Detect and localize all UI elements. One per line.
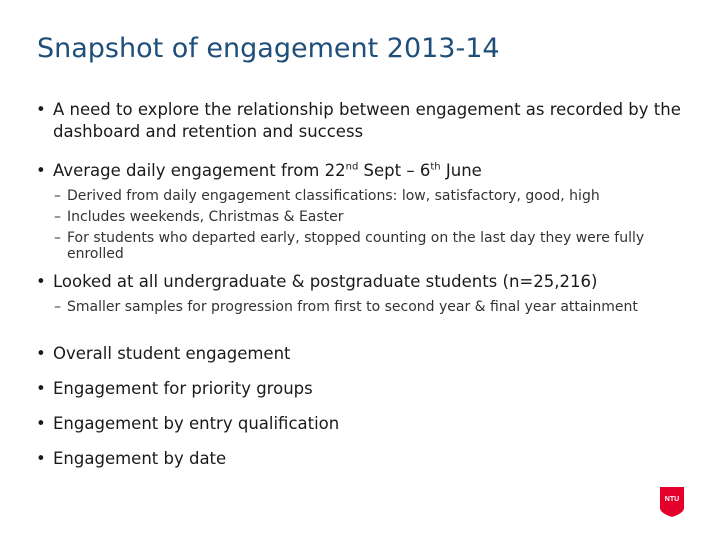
sub-bullet-2-3: – For students who departed early, stopped counting on the last day they were fully enrolled xyxy=(36,230,686,262)
bullet-5: • Engagement for priority groups xyxy=(36,378,686,400)
ntu-logo xyxy=(659,486,685,518)
ordinal-suffix: nd xyxy=(345,161,359,173)
slide-body xyxy=(36,99,686,470)
sub-bullet-2-2: – Includes weekends, Christmas & Easter xyxy=(36,209,686,225)
slide-title: Snapshot of engagement 2013-14 xyxy=(37,33,500,64)
bullet-6: • Engagement by entry qualification xyxy=(36,413,686,435)
sub-bullet-2-1: – Derived from daily engagement classifications: low, satisfactory, good, high xyxy=(36,188,686,204)
bullet-4: • Overall student engagement xyxy=(36,343,686,365)
sub-bullet-3-1: – Smaller samples for progression from first to second year & final year attainment xyxy=(36,299,686,315)
bullet-2-part: June xyxy=(440,161,482,180)
bullet-2-part: Sept – 6 xyxy=(358,161,431,180)
bullet-1: • A need to explore the relationship between engagement as recorded by the dashboard and retention and success xyxy=(36,99,686,143)
bullet-2 xyxy=(36,160,686,182)
logo-text: NTU xyxy=(664,496,680,503)
bullet-3: • Looked at all undergraduate & postgraduate students (n=25,216) xyxy=(36,271,686,293)
ordinal-suffix: th xyxy=(430,161,441,173)
bullet-7: • Engagement by date xyxy=(36,448,686,470)
bullet-2-part: Average daily engagement from 22 xyxy=(53,161,346,180)
